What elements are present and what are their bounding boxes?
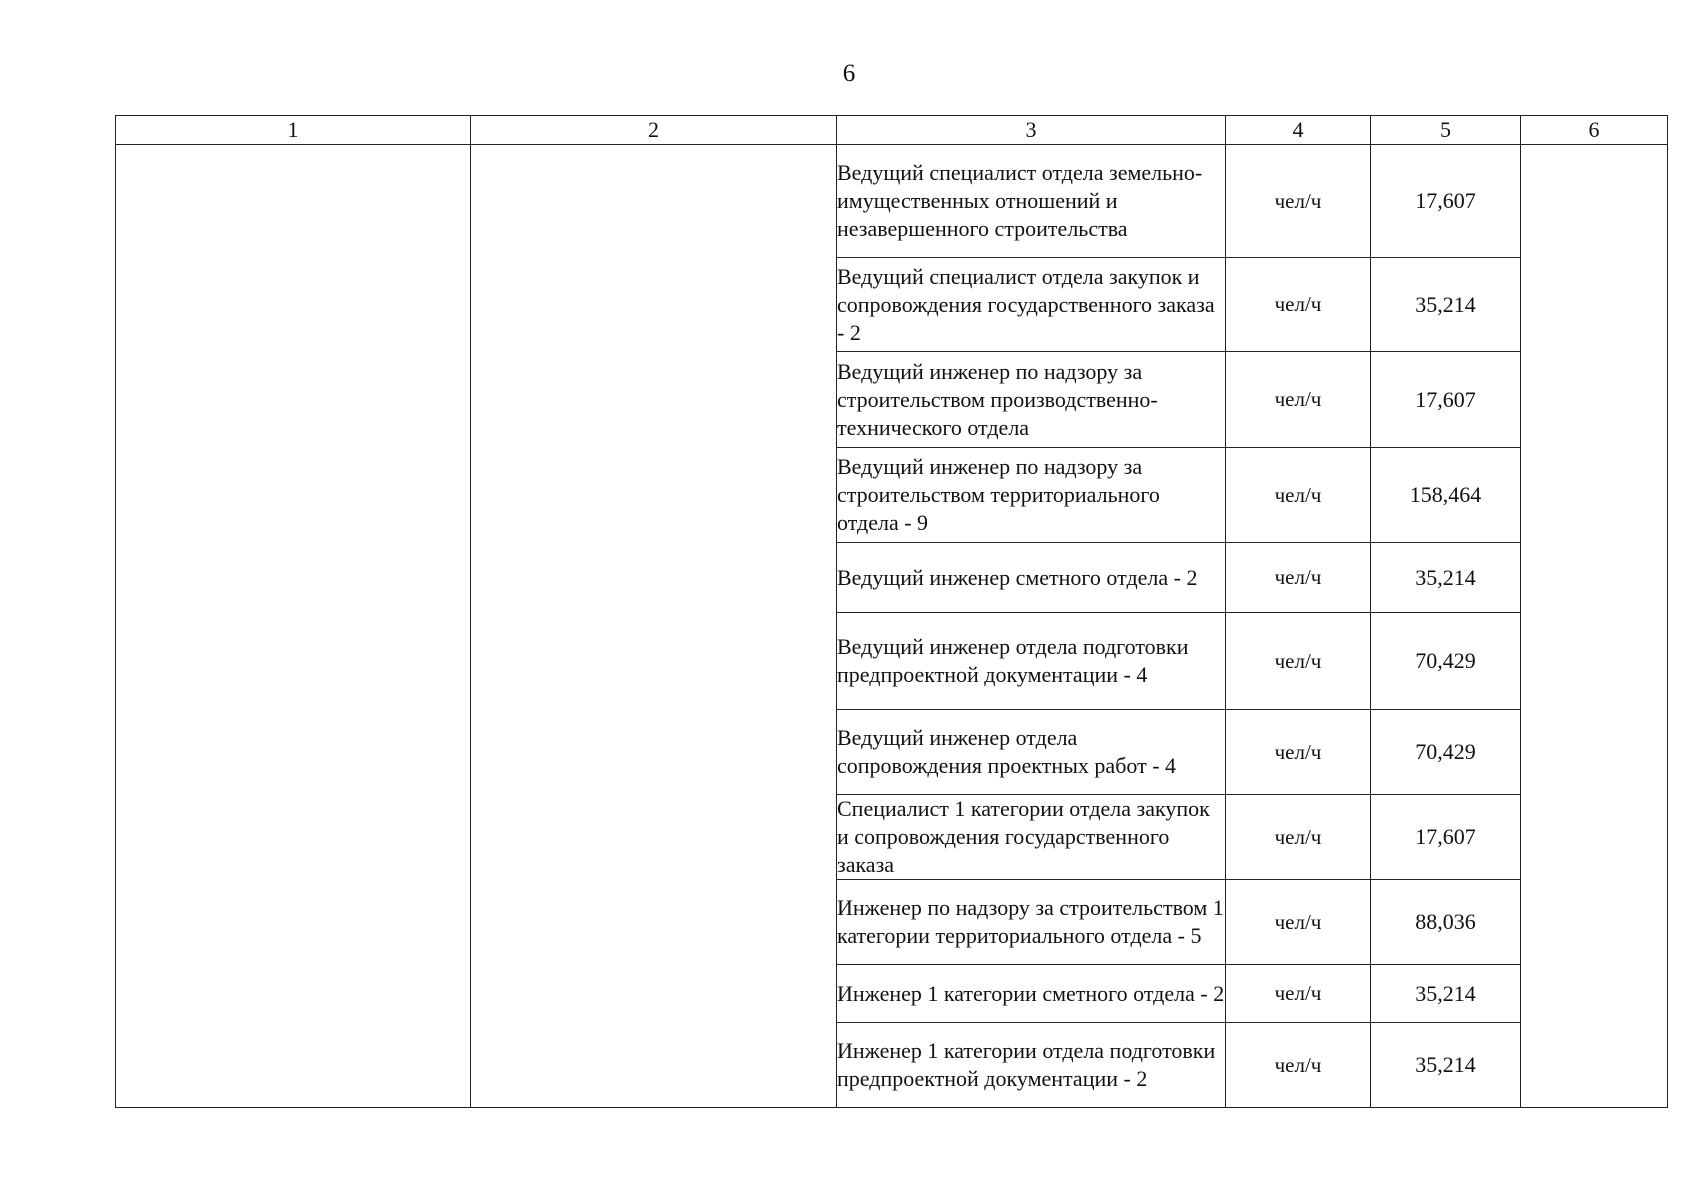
unit-cell: чел/ч — [1226, 1023, 1371, 1108]
value-cell: 35,214 — [1371, 258, 1521, 352]
header-col-1: 1 — [116, 116, 471, 145]
value-cell: 70,429 — [1371, 613, 1521, 710]
value-cell: 35,214 — [1371, 965, 1521, 1023]
position-description: Ведущий инженер сметного отдела - 2 — [837, 543, 1226, 613]
position-description: Ведущий инженер по надзору за строительством территориального отдела - 9 — [837, 448, 1226, 543]
col-6-merged-cell — [1521, 145, 1668, 1108]
unit-cell: чел/ч — [1226, 965, 1371, 1023]
position-description: Ведущий инженер отдела подготовки предпроектной документации - 4 — [837, 613, 1226, 710]
unit-cell: чел/ч — [1226, 613, 1371, 710]
value-cell: 17,607 — [1371, 795, 1521, 880]
unit-cell: чел/ч — [1226, 880, 1371, 965]
unit-cell: чел/ч — [1226, 543, 1371, 613]
unit-cell: чел/ч — [1226, 258, 1371, 352]
col-1-merged-cell — [116, 145, 471, 1108]
value-cell: 17,607 — [1371, 352, 1521, 448]
value-cell: 88,036 — [1371, 880, 1521, 965]
header-col-6: 6 — [1521, 116, 1668, 145]
value-cell: 17,607 — [1371, 145, 1521, 258]
value-cell: 158,464 — [1371, 448, 1521, 543]
position-description: Ведущий специалист отдела закупок и сопровождения государственного заказа - 2 — [837, 258, 1226, 352]
position-description: Специалист 1 категории отдела закупок и сопровождения государственного заказа — [837, 795, 1226, 880]
position-description: Ведущий специалист отдела земельно-имущественных отношений и незавершенного строительства — [837, 145, 1226, 258]
unit-cell: чел/ч — [1226, 448, 1371, 543]
unit-cell: чел/ч — [1226, 145, 1371, 258]
position-description: Ведущий инженер по надзору за строительством производственно-технического отдела — [837, 352, 1226, 448]
unit-cell: чел/ч — [1226, 710, 1371, 795]
value-cell: 35,214 — [1371, 1023, 1521, 1108]
position-description: Инженер 1 категории отдела подготовки предпроектной документации - 2 — [837, 1023, 1226, 1108]
value-cell: 35,214 — [1371, 543, 1521, 613]
header-col-5: 5 — [1371, 116, 1521, 145]
table-row — [116, 145, 1668, 258]
position-description: Инженер по надзору за строительством 1 категории территориального отдела - 5 — [837, 880, 1226, 965]
staff-hours-table — [115, 115, 1668, 1108]
header-row — [116, 116, 1668, 145]
header-col-3: 3 — [837, 116, 1226, 145]
header-col-4: 4 — [1226, 116, 1371, 145]
header-col-2: 2 — [471, 116, 837, 145]
unit-cell: чел/ч — [1226, 795, 1371, 880]
position-description: Инженер 1 категории сметного отдела - 2 — [837, 965, 1226, 1023]
unit-cell: чел/ч — [1226, 352, 1371, 448]
position-description: Ведущий инженер отдела сопровождения проектных работ - 4 — [837, 710, 1226, 795]
page-number: 6 — [842, 60, 856, 87]
value-cell: 70,429 — [1371, 710, 1521, 795]
col-2-merged-cell — [471, 145, 837, 1108]
